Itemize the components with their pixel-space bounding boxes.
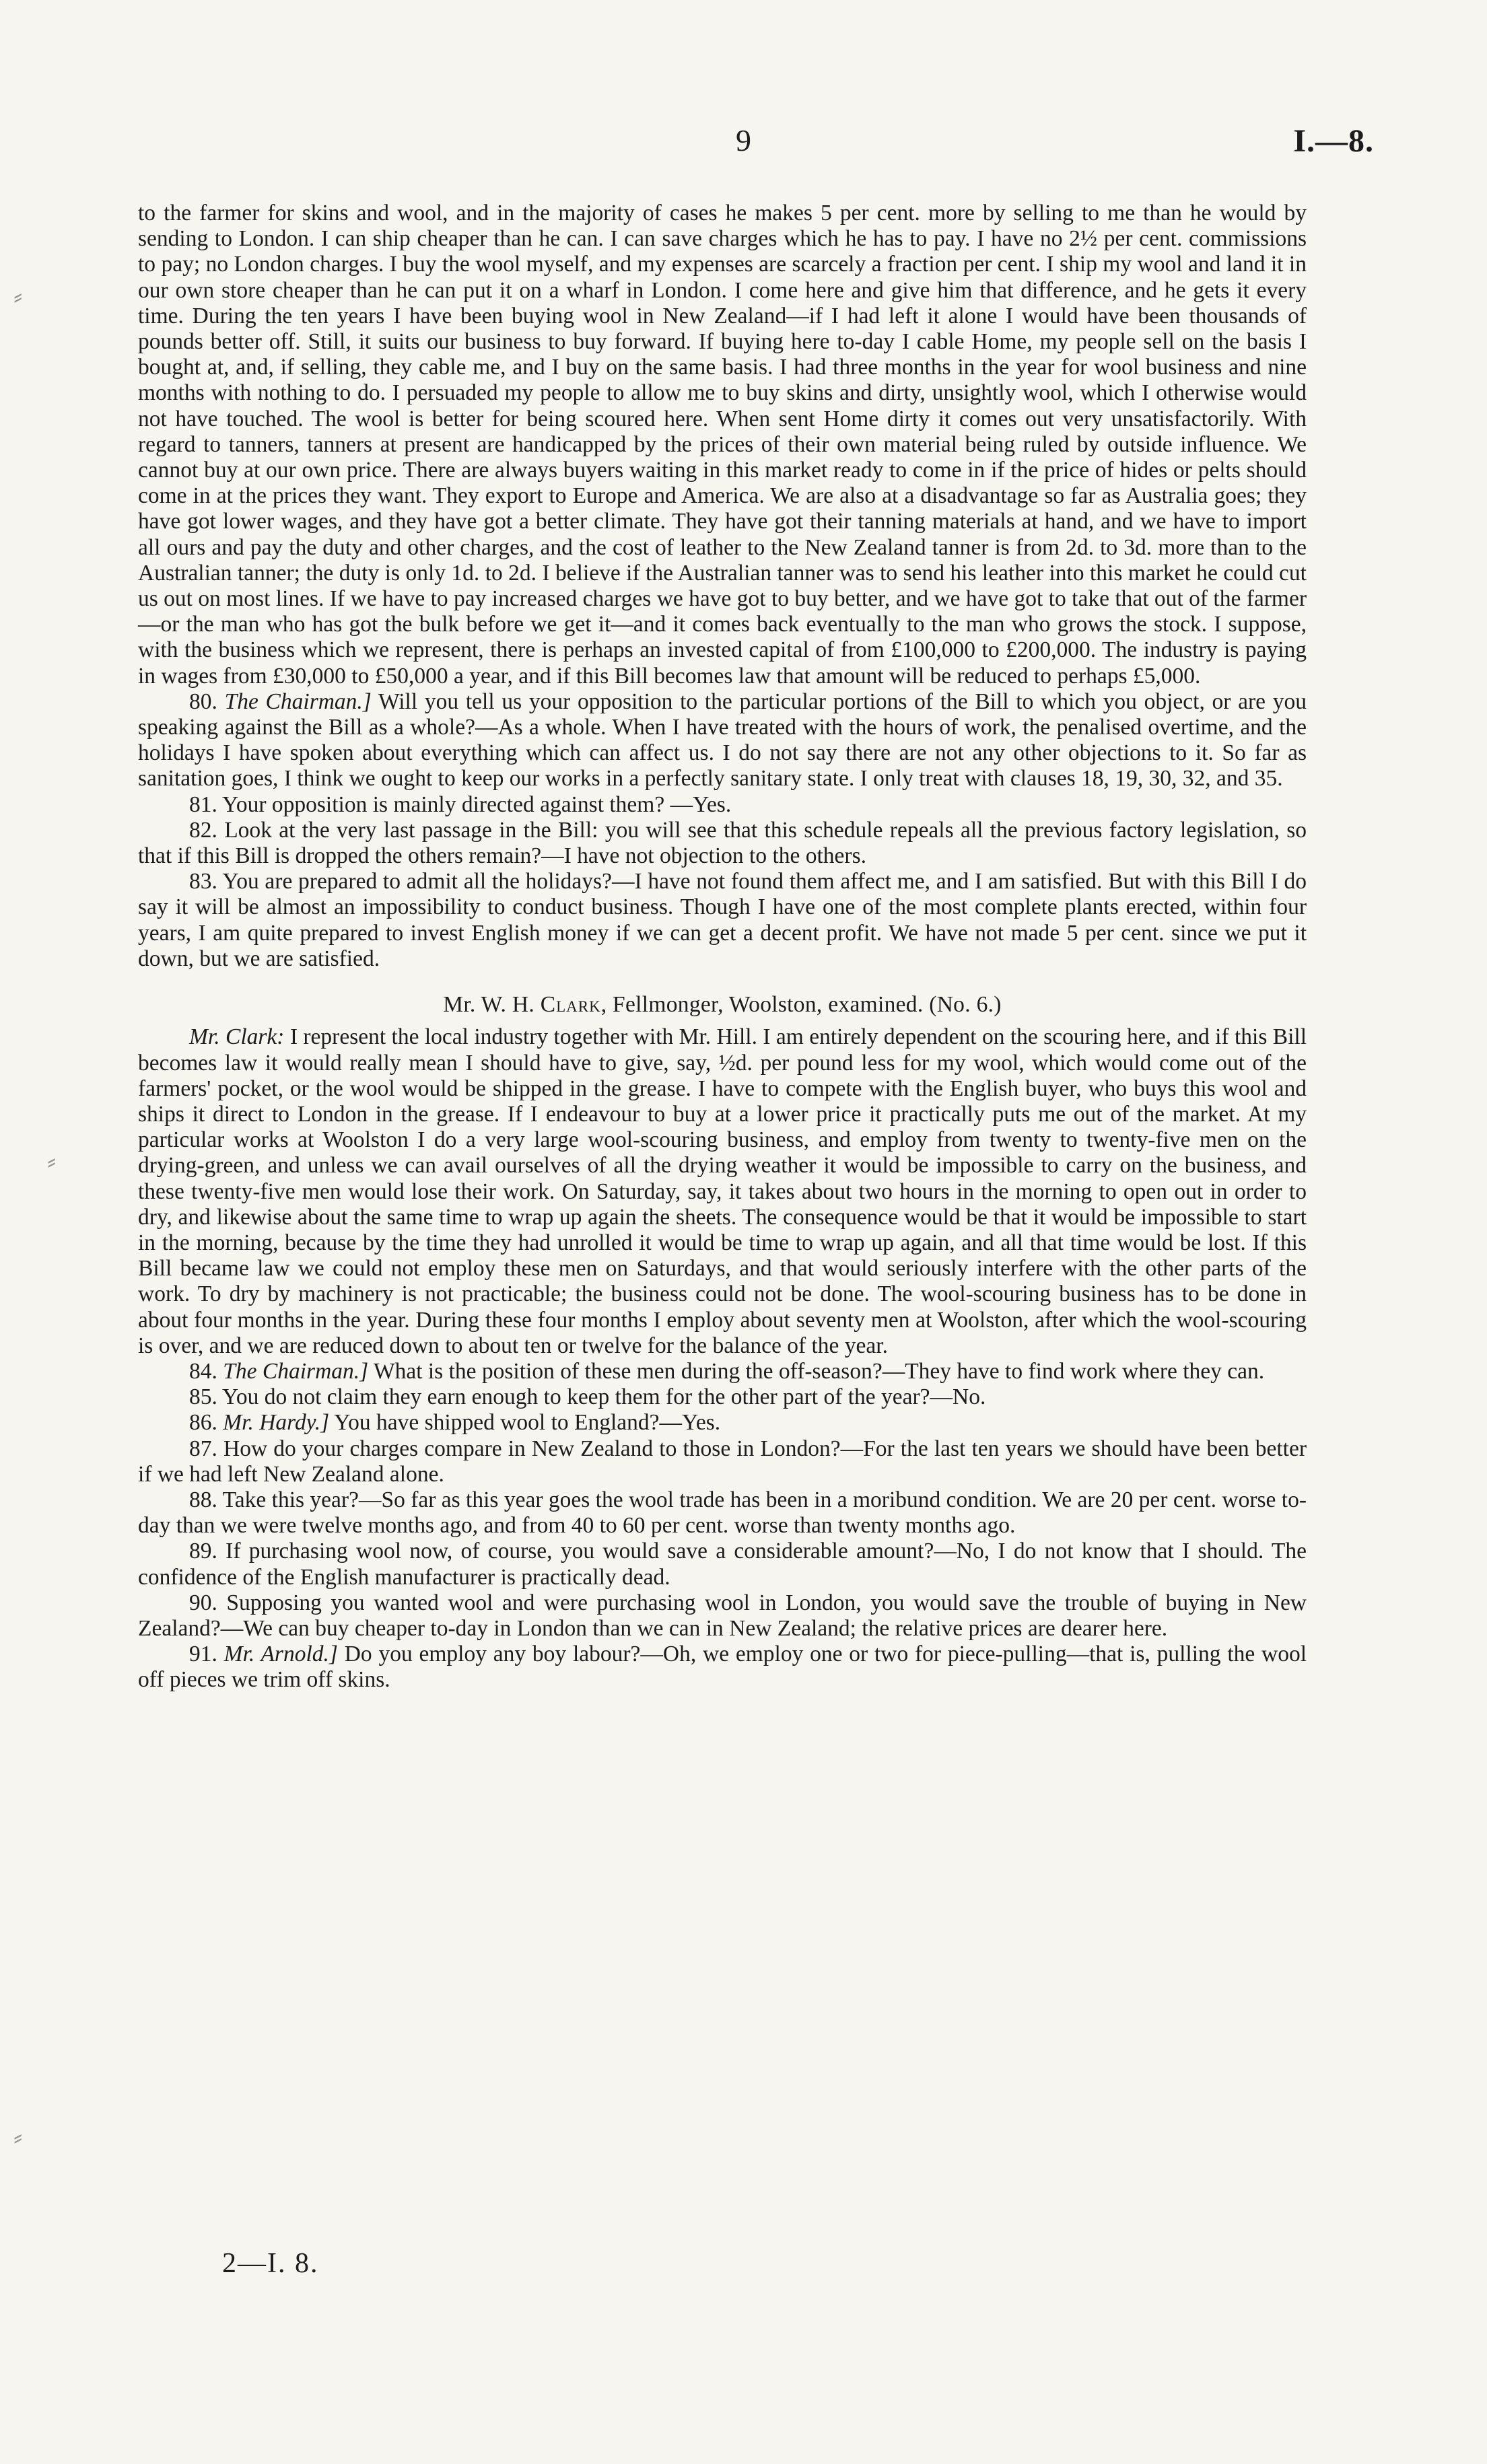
question-number: 85. (189, 1384, 217, 1410)
margin-mark: ⸗ (13, 2121, 23, 2152)
question-text: If purchasing wool now, of course, you would save a considerable amount?—No, I do not know that I should. The confidence of the English manufacturer is practically dead. (138, 1539, 1307, 1590)
question-83 (138, 869, 1307, 972)
margin-mark: ⸗ (13, 281, 23, 311)
question-90 (138, 1590, 1307, 1642)
question-number: 88. (189, 1487, 217, 1512)
question-text: You do not claim they earn enough to keep them for the other part of the year?—No. (222, 1384, 986, 1410)
question-text: Supposing you wanted wool and were purchasing wool in London, you would save the trouble of buying in New Zealand?—We can buy cheaper to-day in London than we can in New Zealand; the relative prices are dearer here. (138, 1590, 1307, 1641)
question-82 (138, 818, 1307, 869)
heading-suffix: , Fellmonger, Woolston, examined. (600, 992, 924, 1018)
question-text: Will you tell us your opposition to the particular portions of the Bill to which you object, or are you speaking against the Bill as a whole?—As a whole. When I have treated with the hours of work, the penalised overtime, and the holidays I have spoken about everything which can affect us. I do not say there are not any other objections to it. So far as sanitation goes, I think we ought to keep our works in a perfectly sanitary state. I only treat with clauses 18, 19, 30, 32, and 35. (138, 689, 1307, 791)
question-text: You are prepared to admit all the holidays?—I have not found them affect me, and I am satisfied. But with this Bill I do say it will be almost an impossibility to conduct business. Though I have one of the most complete plants erected, within four years, I am quite prepared to invest English money if we can get a decent profit. We have not made 5 per cent. since we put it down, but we are satisfied. (138, 869, 1307, 971)
question-number: 90. (189, 1590, 217, 1615)
question-89 (138, 1539, 1307, 1590)
question-number: 91. (189, 1642, 217, 1667)
question-text: Take this year?—So far as this year goes the wool trade has been in a moribund condition. We are 20 per cent. worse to-day than we were twelve months ago, and from 40 to 60 per cent. worse than twenty months ago. (138, 1487, 1307, 1539)
speaker: The Chairman.] (224, 689, 372, 714)
witness-name: Clark (540, 992, 601, 1018)
question-number: 82. (189, 817, 217, 843)
question-87 (138, 1436, 1307, 1487)
document-reference: I.—8. (1293, 123, 1374, 159)
speaker: The Chairman.] (223, 1358, 369, 1384)
question-number: 86. (189, 1410, 217, 1436)
question-number: 80. (189, 689, 217, 714)
question-88 (138, 1487, 1307, 1539)
question-text: You have shipped wool to England?—Yes. (334, 1410, 721, 1436)
question-text: How do your charges compare in New Zealand to those in London?—For the last ten years we should have been better if we had left New Zealand alone. (138, 1436, 1307, 1487)
witness-heading (138, 992, 1307, 1018)
question-text: Your opposition is mainly directed against them? —Yes. (222, 791, 732, 817)
question-91 (138, 1642, 1307, 1693)
speaker: Mr. Arnold.] (223, 1642, 338, 1667)
question-number: 84. (189, 1358, 217, 1384)
question-81 (138, 792, 1307, 818)
question-number: 87. (189, 1436, 217, 1461)
witness-statement (138, 1024, 1307, 1359)
question-text: Do you employ any boy labour?—Oh, we employ one or two for piece-pulling—that is, pulling the wool off pieces we trim off skins. (138, 1642, 1307, 1693)
paragraph-continued: to the farmer for skins and wool, and in the majority of cases he makes 5 per cent. more by selling to me than he would by sending to London. I can ship cheaper than he can. I can save charges which he has to pay. I have no 2½ per cent. commissions to pay; no London charges. I buy the wool myself, and my expenses are scarcely a fraction per cent. I ship my wool and land it in our own store cheaper than he can put it on a wharf in London. I come here and give him that difference, and he gets it every time. During the ten years I have been buying wool in New Zealand—if I had left it alone I would have been thousands of pounds better off. Still, it suits our business to buy forward. If buying here to-day I cable Home, my people sell on the basis I bought at, and, if selling, they cable me, and I buy on the same basis. I had three months in the year for wool business and nine months with nothing to do. I persuaded my people to allow me to buy skins and dirty, unsightly wool, which I otherwise would not have touched. The wool is better for being scoured here. When sent Home dirty it comes out very unsatisfactorily. With regard to tanners, tanners at present are handicapped by the prices of their own material being ruled by outside influence. We cannot buy at our own price. There are always buyers waiting in this market ready to come in if the price of hides or pelts should come in at the prices they want. They export to Europe and America. We are also at a disadvantage so far as Australia goes; they have got lower wages, and they have got a better climate. They have got their tanning materials at hand, and we have to import all ours and pay the duty and other charges, and the cost of leather to the New Zealand tanner is from 2d. to 3d. more than to the Australian tanner; the duty is only 1d. to 2d. I believe if the Australian tanner was to send his leather into this market he could cut us out on most lines. If we have to pay increased charges we have got to buy better, and we have got to take that out of the farmer—or the man who has got the bulk before we get it—and it comes back eventually to the man who grows the stock. I suppose, with the business which we represent, there is perhaps an invested capital of from £100,000 to £200,000. The industry is paying in wages from £30,000 to £50,000 a year, and if this Bill becomes law that amount will be reduced to perhaps £5,000. (138, 201, 1307, 689)
document-body (138, 201, 1307, 1693)
question-number: 83. (189, 869, 217, 894)
sheet-signature: 2—I. 8. (222, 2248, 319, 2279)
question-84 (138, 1359, 1307, 1384)
speaker: Mr. Clark: (189, 1024, 285, 1050)
margin-mark: ⸗ (47, 1146, 57, 1176)
question-80 (138, 689, 1307, 792)
heading-prefix: Mr. W. H. (443, 992, 535, 1018)
page-number: 9 (736, 123, 751, 157)
witness-number: (No. 6.) (929, 992, 1002, 1018)
speaker: Mr. Hardy.] (223, 1410, 330, 1436)
question-text: Look at the very last passage in the Bill: you will see that this schedule repeals all the previous factory legislation, so that if this Bill is dropped the others remain?—I have not objection to the others. (138, 817, 1307, 869)
question-text: What is the position of these men during the off-season?—They have to find work where they can. (373, 1358, 1265, 1384)
question-86 (138, 1410, 1307, 1436)
statement-text: I represent the local industry together with Mr. Hill. I am entirely dependent on the scouring here, and if this Bill becomes law it would really mean I should have to give, say, ½d. per pound less for my wool, which would come out of the farmers' pocket, or the wool would be shipped in the grease. I have to compete with the English buyer, who buys this wool and ships it direct to London in the grease. If I endeavour to buy at a lower price it practically puts me out of the market. At my particular works at Woolston I do a very large wool-scouring business, and employ from twenty to twenty-five men on the drying-green, and unless we can avail ourselves of all the drying weather it would be impossible to carry on the business, and these twenty-five men would lose their work. On Saturday, say, it takes about two hours in the morning to open out in order to dry, and likewise about the same time to wrap up again the sheets. The consequence would be that it would be impossible to start in the morning, because by the time they had unrolled it would be time to wrap up again, and all that time would be lost. If this Bill became law we could not employ these men on Saturdays, and that would seriously interfere with the other parts of the work. To dry by machinery is not practicable; the business could not be done. The wool-scouring business has to be done in about four months in the year. During these four months I employ about seventy men at Woolston, after which the wool-scouring is over, and we are reduced down to about ten or twelve for the balance of the year. (138, 1024, 1307, 1358)
question-85 (138, 1384, 1307, 1410)
question-number: 89. (189, 1539, 217, 1564)
question-number: 81. (189, 791, 217, 817)
